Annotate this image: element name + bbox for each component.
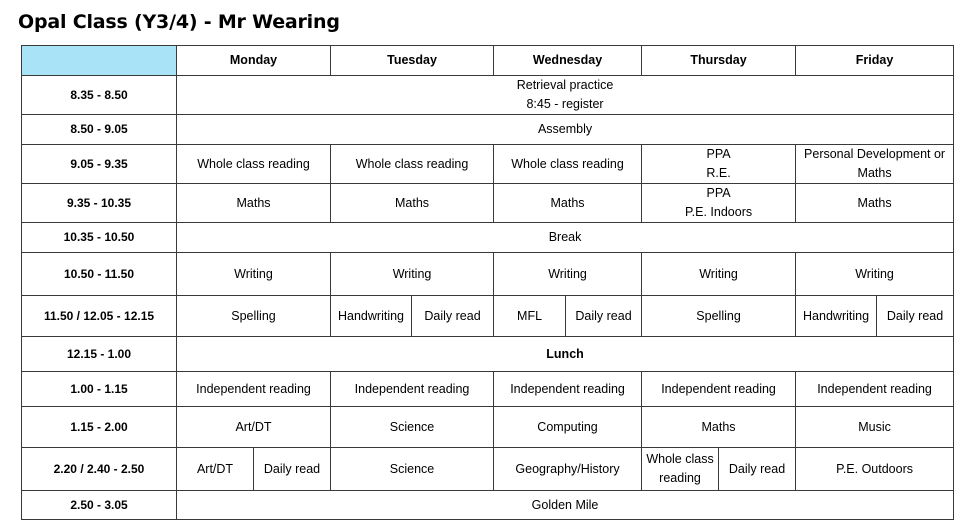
time-cell: 10.50 - 11.50: [22, 253, 177, 296]
header-row: [22, 46, 954, 76]
activity-cell: Art/DT: [177, 448, 254, 491]
activity-cell: Writing: [177, 253, 331, 296]
activity-cell: Spelling: [642, 296, 796, 337]
timetable: [21, 45, 954, 520]
activity-cell: Daily read: [719, 448, 796, 491]
activity-cell: Spelling: [177, 296, 331, 337]
header-monday: Monday: [177, 46, 331, 76]
header-friday: Friday: [796, 46, 954, 76]
table-row: [22, 337, 954, 372]
activity-cell: Golden Mile: [177, 491, 954, 520]
activity-cell: Science: [331, 407, 494, 448]
activity-cell: Maths: [494, 184, 642, 223]
activity-cell: Writing: [494, 253, 642, 296]
time-cell: 2.20 / 2.40 - 2.50: [22, 448, 177, 491]
activity-cell: Computing: [494, 407, 642, 448]
activity-cell: Lunch: [177, 337, 954, 372]
activity-cell: Daily read: [254, 448, 331, 491]
header-wednesday: Wednesday: [494, 46, 642, 76]
activity-cell: Maths: [642, 407, 796, 448]
table-row: [22, 253, 954, 296]
activity-cell: Whole class reading: [331, 145, 494, 184]
activity-line: Retrieval practice: [516, 78, 614, 92]
activity-cell: Writing: [796, 253, 954, 296]
header-corner-cell: [22, 46, 177, 76]
activity-cell: Writing: [642, 253, 796, 296]
table-row: [22, 372, 954, 407]
activity-cell: Break: [177, 223, 954, 253]
activity-cell: Maths: [177, 184, 331, 223]
activity-cell: Whole class reading: [642, 448, 719, 491]
activity-cell: Art/DT: [177, 407, 331, 448]
activity-cell: Daily read: [877, 296, 954, 337]
activity-cell: Daily read: [566, 296, 642, 337]
time-cell: 1.00 - 1.15: [22, 372, 177, 407]
time-cell: 8.35 - 8.50: [22, 76, 177, 115]
time-cell: 12.15 - 1.00: [22, 337, 177, 372]
activity-cell: Handwriting: [796, 296, 877, 337]
activity-cell: Whole class reading: [177, 145, 331, 184]
activity-line: PPA: [706, 147, 731, 161]
activity-cell: Independent reading: [177, 372, 331, 407]
header-thursday: Thursday: [642, 46, 796, 76]
activity-cell: MFL: [494, 296, 566, 337]
table-row: [22, 76, 954, 115]
table-row: [22, 223, 954, 253]
activity-cell: [177, 76, 954, 115]
time-cell: 1.15 - 2.00: [22, 407, 177, 448]
activity-cell: Handwriting: [331, 296, 412, 337]
table-row: [22, 491, 954, 520]
activity-line: R.E.: [706, 166, 731, 180]
table-row: [22, 145, 954, 184]
activity-line: PPA: [706, 186, 731, 200]
time-cell: 2.50 - 3.05: [22, 491, 177, 520]
activity-cell: Independent reading: [642, 372, 796, 407]
time-cell: 10.35 - 10.50: [22, 223, 177, 253]
activity-cell: Whole class reading: [494, 145, 642, 184]
activity-cell: Daily read: [412, 296, 494, 337]
table-row: [22, 448, 954, 491]
activity-cell: Independent reading: [796, 372, 954, 407]
activity-cell: Writing: [331, 253, 494, 296]
time-cell: 8.50 - 9.05: [22, 115, 177, 145]
activity-cell: [642, 145, 796, 184]
activity-cell: Assembly: [177, 115, 954, 145]
activity-cell: [642, 184, 796, 223]
table-row: [22, 184, 954, 223]
activity-cell: Geography/History: [494, 448, 642, 491]
table-row: [22, 407, 954, 448]
activity-cell: Personal Development or Maths: [796, 145, 954, 184]
activity-cell: Music: [796, 407, 954, 448]
activity-cell: Maths: [331, 184, 494, 223]
activity-cell: Science: [331, 448, 494, 491]
header-tuesday: Tuesday: [331, 46, 494, 76]
time-cell: 9.35 - 10.35: [22, 184, 177, 223]
table-row: [22, 296, 954, 337]
activity-line: 8:45 - register: [526, 97, 604, 111]
activity-line: P.E. Indoors: [684, 205, 753, 219]
activity-cell: Maths: [796, 184, 954, 223]
time-cell: 9.05 - 9.35: [22, 145, 177, 184]
time-cell: 11.50 / 12.05 - 12.15: [22, 296, 177, 337]
page-title: Opal Class (Y3/4) - Mr Wearing: [18, 11, 340, 33]
activity-cell: Independent reading: [331, 372, 494, 407]
activity-cell: Independent reading: [494, 372, 642, 407]
table-row: [22, 115, 954, 145]
activity-cell: P.E. Outdoors: [796, 448, 954, 491]
